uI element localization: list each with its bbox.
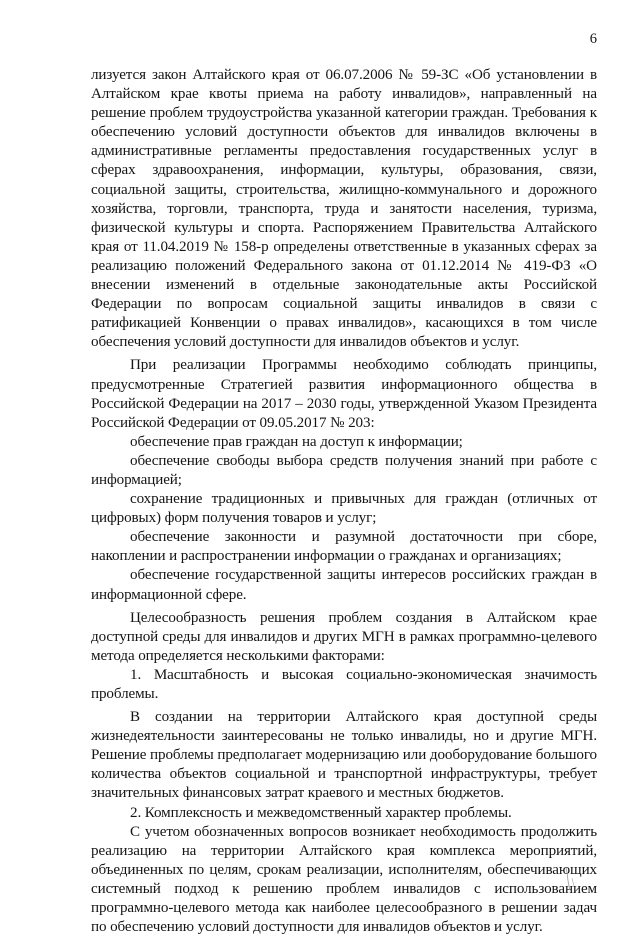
factor-scale-heading: 1. Масштабность и высокая социально-экономическая значимость проблемы. [91, 666, 597, 702]
body-text [91, 66, 597, 937]
factor-complexity-heading: 2. Комплексность и межведомственный характер проблемы. [130, 804, 512, 821]
paragraph-factor-scale: В создании на территории Алтайского края доступной среды жизнедеятельности заинтересованы не только инвалиды, но и другие МГН. Решение проблемы предполагает модернизацию или дооборудование большого количества объектов социальной и транспортной инфраструктуры, требует значительных финансовых затрат краевого и местных бюджетов. [91, 709, 597, 802]
page-number: 6 [589, 31, 597, 47]
principle-item: обеспечение свободы выбора средств получения знаний при работе с информацией; [91, 452, 597, 488]
paragraph-accessibility-law: лизуется закон Алтайского края от 06.07.2006 № 59-ЗС «Об установлении в Алтайском крае квоты приема на работу инвалидов», направленный на решение проблем трудоустройства указанной категории граждан. Требования к обеспечению условий доступности объектов для инвалидов включены в административные регламенты предоставления государственных услуг в сферах здравоохранения, информации, культуры, образования, связи, социальной защиты, строительства, жилищно-коммунального и дорожного хозяйства, торговли, транспорта, труда и занятости населения, туризма, физической культуры и спорта. Распоряжением Правительства Алтайского края от 11.04.2019 № 158-р определены ответственные в указанных сферах за реализацию положений Федерального закона от 01.12.2014 № 419-ФЗ «О внесении изменений в отдельные законодательные акты Российской Федерации по вопросам социальной защиты инвалидов в связи с ратификацией Конвенции о правах инвалидов», касающихся в том числе обеспечения условий доступности для инвалидов объектов и услуг. [91, 67, 597, 351]
pen-mark-icon [563, 866, 577, 892]
principle-item: сохранение традиционных и привычных для граждан (отличных от цифровых) форм получения товаров и услуг; [91, 491, 597, 527]
principle-item: обеспечение прав граждан на доступ к информации; [130, 433, 463, 450]
paragraph-program-principles: При реализации Программы необходимо соблюдать принципы, предусмотренные Стратегией развития информационного общества в Российской Федерации на 2017 – 2030 годы, утвержденной Указом Президента Российской Федерации от 09.05.2017 № 203: [91, 357, 597, 431]
paragraph-program-method: Целесообразность решения проблем создания в Алтайском крае доступной среды для инвалидов и других МГН в рамках программно-целевого метода определяется несколькими факторами: [91, 609, 597, 664]
principle-item: обеспечение государственной защиты интересов российских граждан в информационной сфере. [91, 567, 597, 603]
principle-item: обеспечение законности и разумной достаточности при сборе, накоплении и распространении информации о гражданах и организациях; [91, 529, 597, 565]
paragraph-conclusion: С учетом обозначенных вопросов возникает необходимость продолжить реализацию на территории Алтайского края комплекса мероприятий, объединенных по целям, срокам реализации, исполнителям, обеспечивающих системный подход к решению проблем инвалидов с использованием программно-целевого метода как наиболее целесообразного в решении задач по обеспечению условий доступности для инвалидов объектов и услуг. [91, 823, 597, 936]
